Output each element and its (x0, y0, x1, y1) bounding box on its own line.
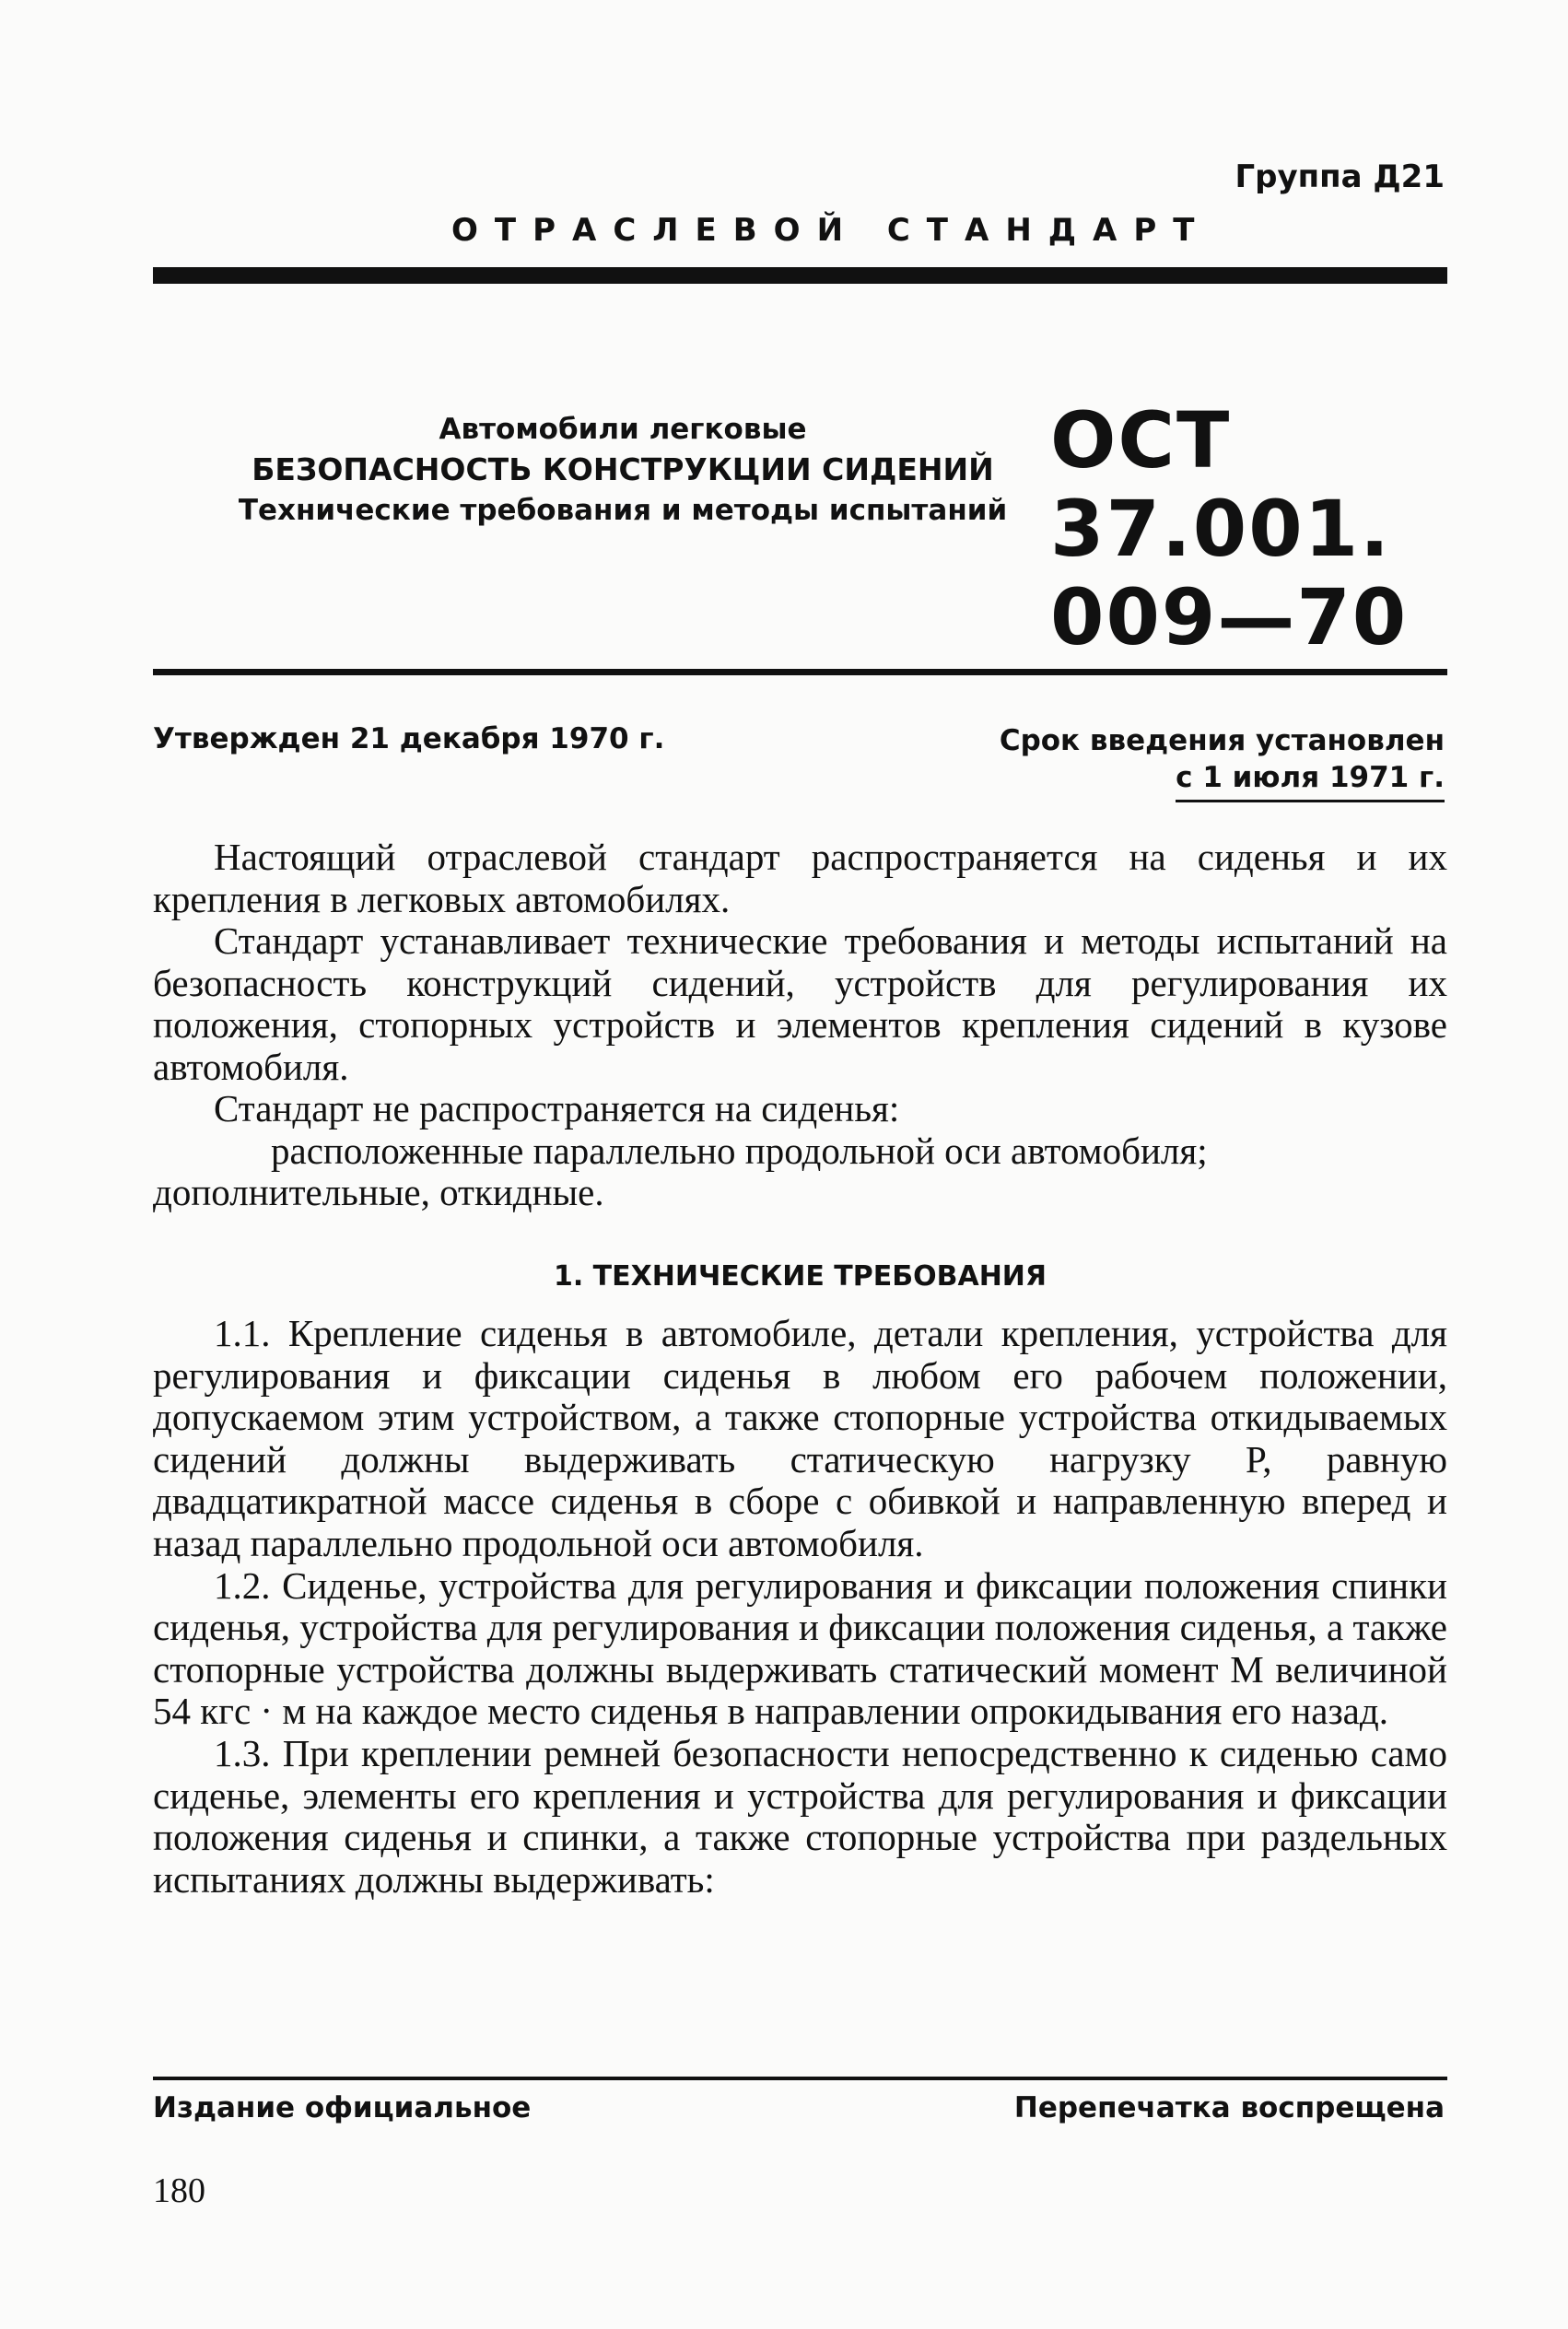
approval-date: Утвержден 21 декабря 1970 г. (153, 722, 665, 755)
reprint-prohibited-note: Перепечатка воспрещена (1013, 2091, 1445, 2124)
page-number: 180 (153, 2171, 205, 2210)
header-divider (153, 267, 1447, 284)
clause-1-2: 1.2. Сиденье, устройства для регулирования и фиксации положения спинки сиденья, устройства для регулирования и фиксации положения сиденья, а также стопорные устройства должны выдерживать статический момент M величиной 54 кгс · м на каждое место сиденья в направлении опрокидывания его назад. (153, 1563, 1447, 1733)
title-divider (153, 669, 1447, 675)
effective-date (1000, 722, 1445, 802)
title-line-2: БЕЗОПАСНОСТЬ КОНСТРУКЦИИ СИДЕНИЙ (252, 451, 994, 487)
intro-paragraph: Стандарт не распространяется на сиденья: (214, 1087, 900, 1129)
title-line-1: Автомобили легковые (439, 413, 807, 446)
effective-date-line-1: Срок введения установлен (999, 724, 1445, 757)
intro-list-item: дополнительные, откидные. (153, 1171, 604, 1213)
standard-type-heading: ОТРАСЛЕВОЙ СТАНДАРТ (451, 212, 1211, 249)
clause-1-3: 1.3. При креплении ремней безопасности непосредственно к сиденью само сиденье, элементы его крепления и устройства для регулирования и фиксации положения сиденья и спинки, а также стопорные устройства при раздельных испытаниях должны выдерживать: (153, 1731, 1447, 1901)
footer-divider (153, 2077, 1447, 2080)
section-heading: 1. ТЕХНИЧЕСКИЕ ТРЕБОВАНИЯ (553, 1260, 1047, 1293)
designation-line-1: ОСТ 37.001. (1050, 395, 1392, 574)
designation-line-2: 009—70 (1050, 572, 1409, 662)
title-line-3: Технические требования и методы испытаний (238, 494, 1008, 527)
intro-paragraph: Стандарт устанавливает технические требования и методы испытаний на безопасность конструкций сидений, устройств для регулирования их положения, стопорных устройств и элементов крепления сидений в кузове автомобиля. (153, 919, 1447, 1088)
introduction (153, 837, 1447, 1214)
standard-designation (1050, 396, 1568, 661)
section-1-body (153, 1313, 1447, 1901)
group-code: Группа Д21 (1235, 158, 1445, 195)
official-edition-note: Издание официальное (153, 2091, 532, 2124)
document-title (217, 409, 1028, 531)
intro-list-item: расположенные параллельно продольной оси автомобиля; (271, 1129, 1208, 1172)
effective-date-line-2: с 1 июля 1971 г. (1176, 759, 1445, 802)
intro-paragraph: Настоящий отраслевой стандарт распространяется на сиденья и их крепления в легковых автомобилях. (153, 836, 1447, 920)
clause-1-1: 1.1. Крепление сиденья в автомобиле, детали крепления, устройства для регулирования и фиксации сиденья в любом его рабочем положении, допускаемом этим устройством, а также стопорные устройства откидываемых сидений должны выдерживать статическую нагрузку P, равную двадцатикратной массе сиденья в сборе с обивкой и направленную вперед и назад параллельно продольной оси автомобиля. (153, 1312, 1447, 1564)
